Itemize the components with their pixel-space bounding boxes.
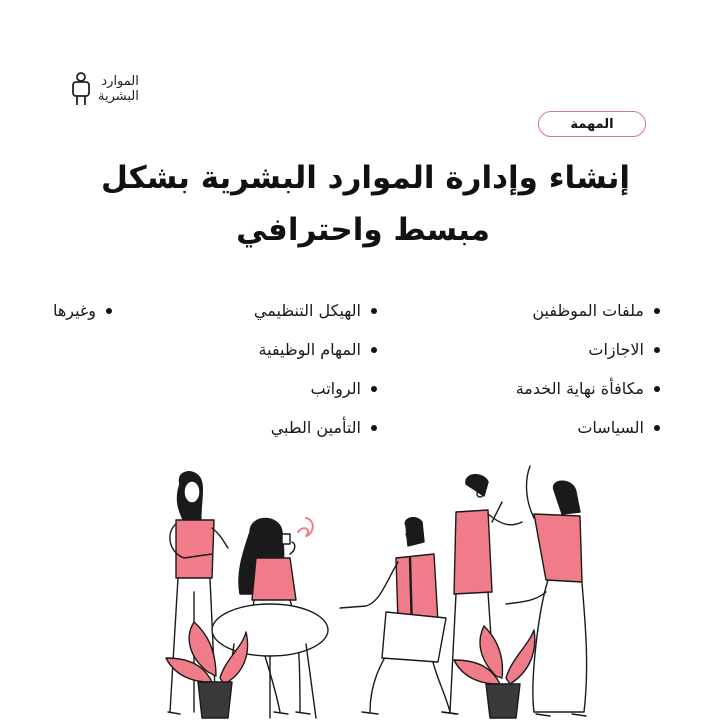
list-item [516,291,660,330]
list-item-label: الهيكل التنظيمي [253,300,361,320]
brand-name-line2: البشرية [98,89,139,104]
bullet-icon [371,308,377,314]
list-item-label: الاجازات [588,339,644,359]
list-item [516,330,660,369]
bullet-icon [371,386,377,392]
page-headline [70,152,630,256]
brand-logo [70,72,139,106]
list-item-label: التأمين الطبي [270,417,361,437]
list-item [516,369,660,408]
mission-badge [538,111,646,137]
features-list-2 [254,291,377,447]
bullet-icon [371,347,377,353]
brand-name-line1: الموارد [101,74,139,89]
list-item [254,291,377,330]
features-list-3 [53,291,112,330]
seated-man-figure [340,518,458,714]
brand-name [98,74,139,104]
list-item [254,330,377,369]
list-item [254,369,377,408]
bullet-icon [654,308,660,314]
bullet-icon [106,308,112,314]
headline-line-2: مبسط واحترافي [236,212,490,248]
list-item [53,291,112,330]
bullet-icon [654,347,660,353]
headline-line-1: إنشاء وإدارة الموارد البشرية بشكل [101,160,630,196]
bullet-icon [654,425,660,431]
person-outline-icon [70,72,92,106]
list-item-label: ملفات الموظفين [532,300,644,320]
list-item-label: السياسات [577,417,644,437]
list-item-label: وغيرها [52,300,96,320]
potted-plant-right [454,626,535,718]
list-item [254,408,377,447]
team-illustration [150,462,620,720]
list-item [516,408,660,447]
bullet-icon [654,386,660,392]
features-list-1 [516,291,660,447]
mission-badge-label: المهمة [570,116,614,132]
bullet-icon [371,425,377,431]
list-item-label: الرواتب [310,378,361,398]
list-item-label: مكافأة نهاية الخدمة [515,378,644,398]
list-item-label: المهام الوظيفية [258,339,361,359]
